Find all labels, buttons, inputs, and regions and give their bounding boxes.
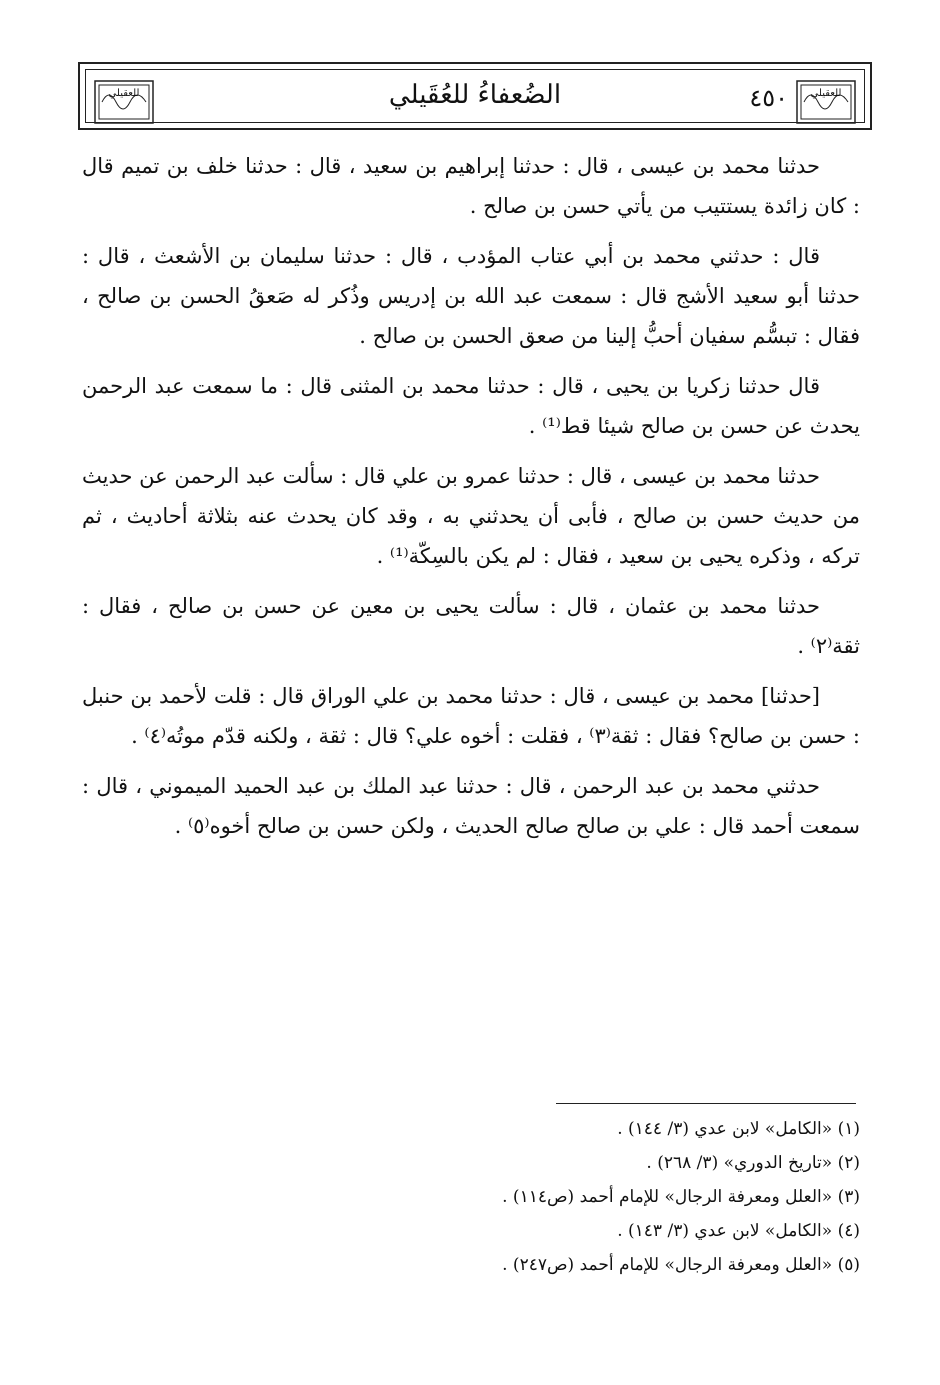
- paragraph: [حدثنا] محمد بن عيسى ، قال : حدثنا محمد بن علي الوراق قال : قلت لأحمد بن حنبل : حسن بن صالح؟ فقال : ثقة⁽٣⁾ ، فقلت : أخوه علي؟ قال : ثقة ، ولكنه قدّم موتُه⁽٤⁾ .: [82, 684, 860, 748]
- footnote-divider: [556, 1103, 856, 1104]
- footnote: (٢) «تاريخ الدوري» (٣/ ٢٦٨) .: [646, 1153, 860, 1173]
- header-frame: [85, 69, 865, 123]
- page-number: ٤٥٠: [749, 84, 788, 112]
- main-text: [82, 146, 860, 856]
- page-header: [78, 62, 872, 130]
- paragraph: حدثنا محمد بن عثمان ، قال : سألت يحيى بن معين عن حسن بن صالح ، فقال : ثقة⁽٢⁾ .: [82, 594, 860, 658]
- paragraph: حدثني محمد بن عبد الرحمن ، قال : حدثنا عبد الملك بن عبد الحميد الميموني ، قال : سمعت أحمد قال : علي بن صالح صالح الحديث ، ولكن حسن بن صالح أخوه⁽٥⁾ .: [82, 774, 860, 838]
- footnote: (٣) «العلل ومعرفة الرجال» للإمام أحمد (ص١١٤) .: [502, 1187, 860, 1207]
- paragraph: قال : حدثني محمد بن أبي عتاب المؤدب ، قال : حدثنا سليمان بن الأشعث ، قال : حدثنا أبو سعيد الأشج قال : سمعت عبد الله بن إدريس وذُكر له صَعقُ الحسن بن صالح ، فقال : تبسُّم سفيان أحبُّ إلينا من صعق الحسن بن صالح .: [82, 244, 860, 348]
- footnote: (٤) «الكامل» لابن عدي (٣/ ١٤٣) .: [617, 1221, 860, 1241]
- paragraph: حدثنا محمد بن عيسى ، قال : حدثنا إبراهيم بن سعيد ، قال : حدثنا خلف بن تميم قال : كان زائدة يستتيب من يأتي حسن بن صالح .: [82, 154, 860, 218]
- running-title: الضُعفاءُ للعُقَيلي: [388, 80, 562, 110]
- ornament-right-label: للعقيلي: [810, 88, 842, 99]
- footnote: (١) «الكامل» لابن عدي (٣/ ١٤٤) .: [617, 1119, 860, 1139]
- ornament-left-label: للعقيلي: [108, 88, 140, 99]
- paragraph: قال حدثنا زكريا بن يحيى ، قال : حدثنا محمد بن المثنى قال : ما سمعت عبد الرحمن يحدث عن حسن بن صالح شيئا قط⁽¹⁾ .: [82, 374, 860, 438]
- paragraph: حدثنا محمد بن عيسى ، قال : حدثنا عمرو بن علي قال : سألت عبد الرحمن عن حديث من حديث حسن بن صالح ، فأبى أن يحدثني به ، وقد كان يحدث عنه بثلاثة أحاديث ، ثم تركه ، وذكره يحيى بن سعيد ، فقال : لم يكن بالسِكّة⁽¹⁾ .: [82, 464, 860, 568]
- footnote: (٥) «العلل ومعرفة الرجال» للإمام أحمد (ص٢٤٧) .: [502, 1255, 860, 1275]
- footnotes: [300, 1112, 860, 1282]
